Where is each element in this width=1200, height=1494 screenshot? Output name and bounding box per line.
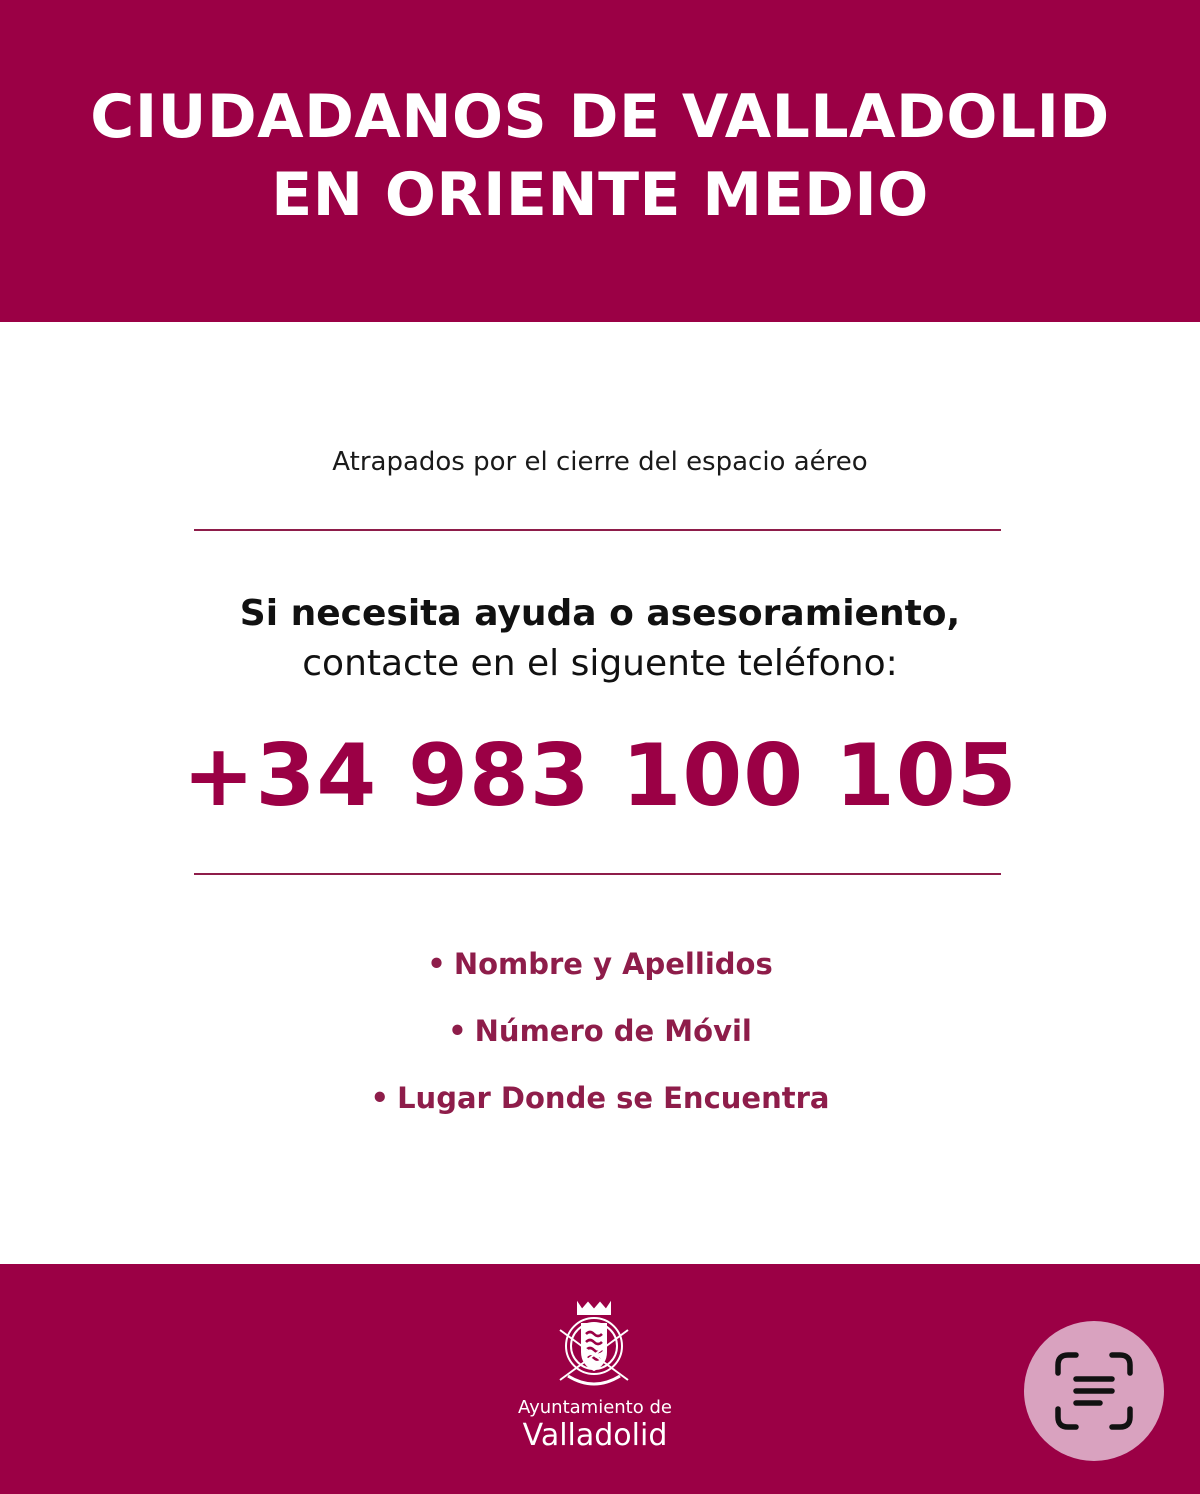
divider-bottom <box>194 873 1001 875</box>
text-scan-icon <box>1054 1351 1134 1431</box>
list-item-label: Lugar Donde se Encuentra <box>397 1081 830 1115</box>
required-info-list <box>0 940 1200 1141</box>
page-title <box>0 78 1200 234</box>
phone-number[interactable]: +34 983 100 105 <box>182 726 1018 826</box>
help-instruction: contacte en el siguente teléfono: <box>302 643 898 684</box>
text-scan-button[interactable] <box>1024 1321 1164 1461</box>
list-item <box>0 940 1200 1007</box>
title-line-1: CIUDADANOS DE VALLADOLID <box>90 82 1110 152</box>
bullet-dot: • <box>448 1014 467 1048</box>
list-item-label: Nombre y Apellidos <box>453 947 773 981</box>
list-item <box>0 1007 1200 1074</box>
org-name-line-1: Ayuntamiento de <box>518 1397 672 1418</box>
list-item <box>0 1074 1200 1141</box>
coat-of-arms-icon <box>552 1300 636 1392</box>
divider-top <box>194 529 1001 531</box>
list-item-label: Número de Móvil <box>474 1014 752 1048</box>
bullet-dot: • <box>370 1081 390 1115</box>
subtitle: Atrapados por el cierre del espacio aéreo <box>332 447 868 477</box>
help-heading: Si necesita ayuda o asesoramiento, <box>239 593 961 634</box>
bullet-dot: • <box>427 947 446 981</box>
org-name-line-2: Valladolid <box>522 1418 668 1453</box>
header-banner <box>0 0 1200 322</box>
title-line-2: EN ORIENTE MEDIO <box>271 160 929 230</box>
